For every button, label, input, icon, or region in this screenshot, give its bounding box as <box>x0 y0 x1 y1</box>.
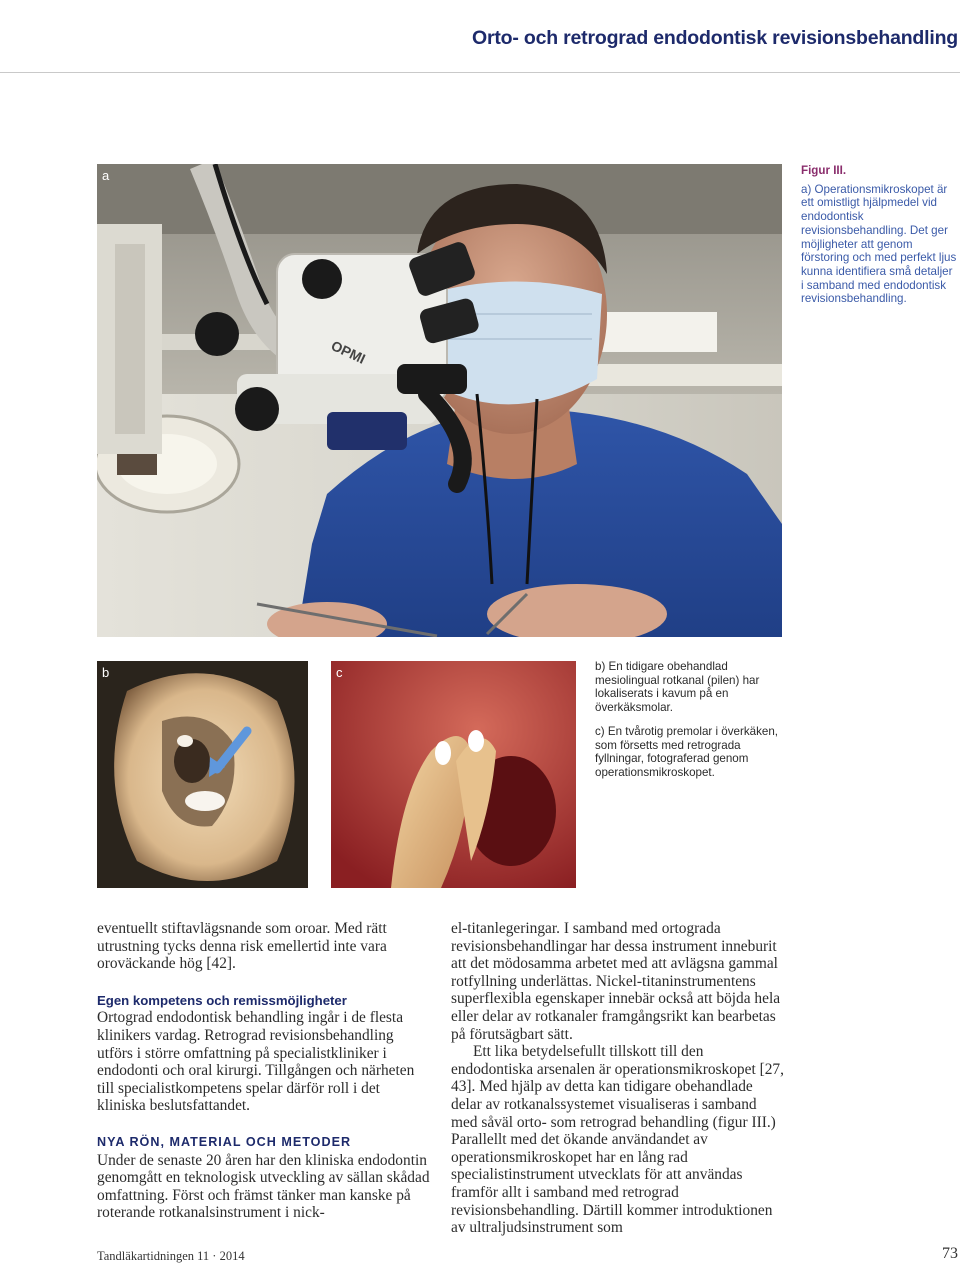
caption-c-text: c) En tvårotig premolar i överkäken, som försetts med retrograda fyllningar, fotograferad genom operationsmikroskopet. <box>595 724 778 779</box>
photo-c-premolar <box>331 661 576 888</box>
footer-journal: Tandläkartidningen 11 · 2014 <box>97 1249 245 1263</box>
col1-paragraph-1: eventuellt stiftavlägsnande som oroar. Med rätt utrustning tycks denna risk emellertid inte vara oroväckande hög [42]. <box>97 920 387 973</box>
body-column-2 <box>451 920 785 1237</box>
col1-subheading: Egen kompetens och remissmöjligheter <box>97 992 347 1008</box>
col2-paragraph-2: Ett lika betydelsefullt tillskott till den endodontiska arsenalen är operationsmikroskopet [27, 43]. Med hjälp av detta kan tidigare obehandlade delar av rotkanalssystemet visualiseras i samband med såväl orto- som retrograd behandling (figur III.) Parallellt med det ökande användandet av operationsmikroskopet har en lång rad specialistinstrument utvecklats för att användas framför allt i samband med retrograd revisionsbehandling. Därtill kommer introduktionen av ultraljudsinstrument som <box>451 1043 784 1237</box>
running-header-title: Orto- och retrograd endodontisk revisionsbehandling <box>471 27 958 49</box>
figure-title: Figur III. <box>801 164 847 177</box>
photo-b-molar <box>97 661 308 888</box>
figure-caption-bc <box>595 660 780 780</box>
col1-paragraph-2: Ortograd endodontisk behandling ingår i de flesta klinikers vardag. Retrograd revisionsbehandling utförs i större omfattning på specialistkliniker i endodonti och oral kirurgi. Tillgången och närheten till specialistkompetens spelar därför roll i det kliniska beslutsfattandet. <box>97 1009 415 1115</box>
header-divider <box>0 72 960 73</box>
col1-section-heading: NYA RÖN, MATERIAL OCH METODER <box>97 1134 352 1149</box>
caption-a-text: a) Operationsmikroskopet är ett omistligt hjälpmedel vid endodontisk revisionsbehandling. Det ger möjligheter att genom förstoring och med perfekt ljus kunna identifiera små detaljer i samband med endodontisk revisionsbehandling. <box>801 182 957 306</box>
col1-paragraph-3: Under de senaste 20 åren har den kliniska endodontin genomgått en teknologisk utveckling av sällan skådad omfattning. Först och främst tänker man kanske på roterande rotkanalsinstrument i nick- <box>97 1151 430 1222</box>
footer-page-number: 73 <box>942 1245 958 1262</box>
figure-caption-a <box>801 164 957 306</box>
photo-label-c: c <box>336 665 343 680</box>
col2-paragraph-1: el-titanlegeringar. I samband med ortograda revisionsbehandlingar har dessa instrument inneburit att det mödosamma arbetet med att avlägsna gammal rotfyllning underlättas. Nickel-titaninstrumentens superflexibla egenskaper innebär också att böjda hela eller delar av rotkanaler framgångsrikt kan bearbetas på förutsägbart sätt. <box>451 920 781 1043</box>
photo-a-microscope <box>97 164 782 637</box>
photo-label-b: b <box>102 665 110 680</box>
body-column-1 <box>97 920 430 1222</box>
microscope-label: OPMI <box>328 337 368 367</box>
photo-label-a: a <box>102 168 110 183</box>
caption-b-text: b) En tidigare obehandlad mesiolingual rotkanal (pilen) har lokaliserats i kavum på en överkäksmolar. <box>595 660 760 715</box>
